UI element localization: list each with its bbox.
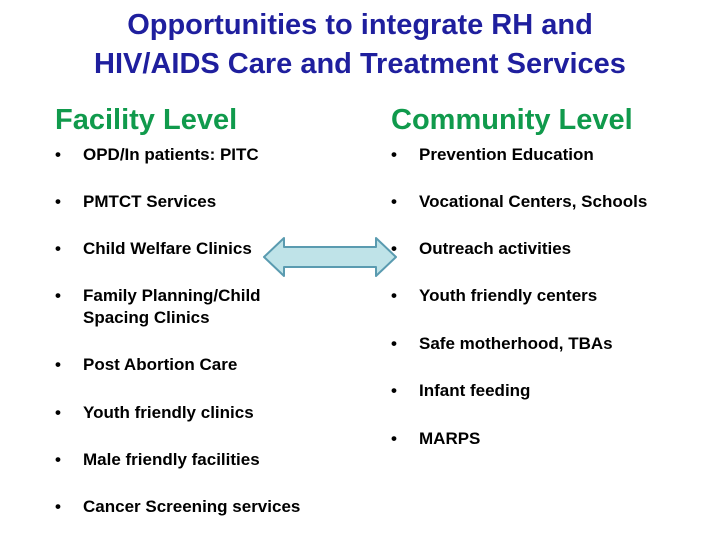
community-level-item-text: Outreach activities	[419, 239, 572, 258]
slide-title-line-2: HIV/AIDS Care and Treatment Services	[94, 48, 626, 80]
double-headed-arrow-icon	[262, 236, 398, 278]
community-level-item-text: Vocational Centers, Schools	[419, 192, 648, 211]
bullet-icon: •	[391, 286, 397, 305]
facility-level-item-text: Male friendly facilities	[83, 450, 260, 469]
facility-level-item-text: Family Planning/Child	[83, 286, 261, 305]
bullet-icon: •	[55, 239, 61, 258]
facility-level-item-text: PMTCT Services	[83, 192, 217, 211]
bullet-icon: •	[55, 145, 61, 164]
bullet-icon: •	[55, 286, 61, 305]
bullet-icon: •	[55, 403, 61, 422]
facility-level-item-text: OPD/In patients: PITC	[83, 145, 259, 164]
community-level-item-text: MARPS	[419, 429, 481, 448]
bullet-icon: •	[55, 450, 61, 469]
community-level-item-text: Prevention Education	[419, 145, 594, 164]
community-level-item-text: Youth friendly centers	[419, 286, 598, 305]
slide-title-line-1: Opportunities to integrate RH and	[127, 9, 593, 41]
community-level-item-text: Infant feeding	[419, 381, 531, 400]
facility-level-item-text: Spacing Clinics	[83, 308, 210, 327]
bullet-icon: •	[391, 334, 397, 353]
community-level-item-text: Safe motherhood, TBAs	[419, 334, 613, 353]
bullet-icon: •	[55, 355, 61, 374]
bullet-icon: •	[55, 192, 61, 211]
facility-level-list	[55, 144, 355, 534]
facility-level-item-text: Post Abortion Care	[83, 355, 238, 374]
bullet-icon: •	[55, 497, 61, 516]
facility-level-item-text: Youth friendly clinics	[83, 403, 254, 422]
slide-title	[0, 6, 720, 84]
facility-level-item-text: Cancer Screening services	[83, 497, 301, 516]
community-level-heading: Community Level	[391, 104, 633, 136]
bullet-icon: •	[391, 192, 397, 211]
facility-level-item-text: Child Welfare Clinics	[83, 239, 252, 258]
bullet-icon: •	[391, 381, 397, 400]
bullet-icon: •	[391, 429, 397, 448]
bullet-icon: •	[391, 239, 397, 258]
community-level-list	[391, 144, 711, 464]
bullet-icon: •	[391, 145, 397, 164]
facility-level-heading: Facility Level	[55, 104, 238, 136]
